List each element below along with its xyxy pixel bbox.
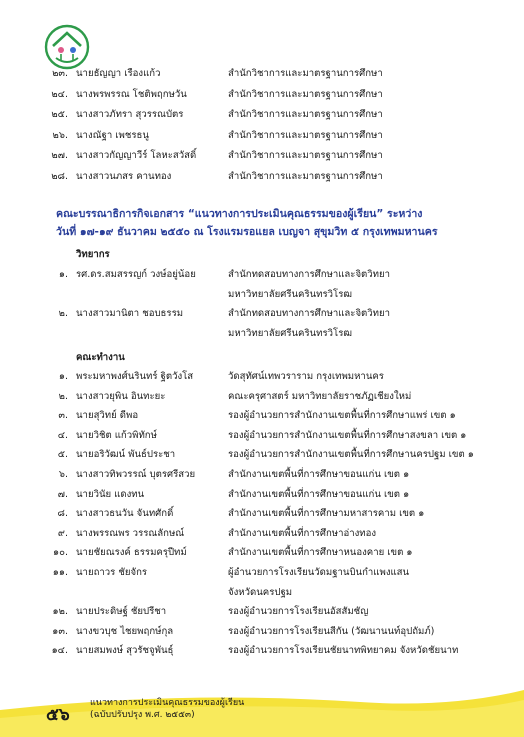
item-name: พระมหาพงศ์นรินทร์ ฐิตวังโส [76, 371, 194, 382]
list-item [0, 169, 524, 185]
list-item [0, 148, 524, 164]
item-organization: สำนักวิชาการและมาตรฐานการศึกษา [228, 68, 383, 79]
item-number: ๙. [57, 527, 68, 539]
item-organization: รองผู้อำนวยการโรงเรียนชัยนาทพิทยาคม จังหวัดชัยนาท [228, 645, 459, 657]
item-name: นางสาวกัญญาวีร์ โลหะสวัสดิ์ [76, 150, 197, 162]
item-name: นางสาวภัทรา สุวรรณบัตร [76, 109, 184, 121]
item-organization: สำนักวิชาการและมาตรฐานการศึกษา [228, 88, 383, 100]
list-item [0, 506, 524, 522]
item-name: นางสาวทิพวรรณ์ บุตรศรีสวย [76, 469, 196, 480]
item-organization: รองผู้อำนวยการสำนักงานเขตพื้นที่การศึกษาแพร่ เขต ๑ [228, 410, 456, 422]
item-name: นางขวบุช ไชยพฤกษ์กุล [76, 625, 174, 637]
item-organization: สำนักวิชาการและมาตรฐานการศึกษา [228, 150, 383, 162]
item-name: นายวิชิต แก้วพิทักษ์ [76, 429, 157, 441]
item-organization-line2: มหาวิทยาลัยศรีนครินทรวิโรฒ [228, 288, 353, 300]
item-organization: สำนักงานเขตพื้นที่การศึกษาอ่างทอง [228, 527, 377, 539]
item-number: ๒๔. [51, 88, 68, 100]
list-item [0, 604, 524, 620]
item-number: ๑๑. [52, 567, 68, 578]
list-item [0, 565, 524, 581]
list-item [0, 267, 524, 283]
item-name: นางสาวนภสร คานทอง [76, 171, 172, 182]
list-item-continuation [0, 585, 524, 601]
list-item [0, 87, 524, 103]
item-number: ๑๔. [51, 645, 68, 657]
list-item [0, 467, 524, 483]
item-number: ๑. [58, 371, 68, 382]
item-name: นางสาวมานิตา ชอบธรรม [76, 308, 184, 319]
item-number: ๔. [57, 429, 68, 441]
item-organization: สำนักงานเขตพื้นที่การศึกษาขอนแก่น เขต ๑ [228, 469, 410, 480]
item-number: ๒๘. [51, 171, 68, 182]
item-name: นายชัยณรงค์ ธรรมครุปีทม์ [76, 547, 187, 559]
item-organization: สำนักงานเขตพื้นที่การศึกษาหนองคาย เขต ๑ [228, 547, 413, 559]
item-organization: สำนักทดสอบทางการศึกษาและจิตวิทยา [228, 269, 391, 280]
list-item [0, 107, 524, 123]
footer-band [0, 678, 524, 737]
item-organization: วัดสุทัศน์เทพวราราม กรุงเทพมหานคร [228, 371, 384, 382]
item-organization: สำนักงานเขตพื้นที่การศึกษาขอนแก่น เขต ๑ [228, 488, 410, 500]
item-number: ๘. [57, 508, 68, 520]
list-item [0, 447, 524, 463]
footer-subtitle: (ฉบับปรับปรุง พ.ศ. ๒๕๕๓) [90, 710, 195, 720]
item-organization-line2: มหาวิทยาลัยศรีนครินทรวิโรฒ [228, 327, 353, 339]
item-organization-line2: จังหวัดนครปฐม [228, 586, 293, 598]
list-item [0, 624, 524, 640]
item-number: ๑๓. [52, 625, 68, 637]
list-item [0, 643, 524, 659]
item-organization: รองผู้อำนวยการสำนักงานเขตพื้นที่การศึกษาสงขลา เขต ๑ [228, 429, 467, 441]
item-organization: รองผู้อำนวยการสำนักงานเขตพื้นที่การศึกษานครปฐม เขต ๑ [228, 449, 474, 461]
item-name: นายถาวร ชัยจักร [76, 567, 148, 578]
item-number: ๕. [57, 449, 68, 461]
item-number: ๒. [58, 308, 68, 319]
item-name: นางสาวยุพิน อินทะยะ [76, 390, 166, 402]
section-heading-line2: วันที่ ๑๗-๑๙ ธันวาคม ๒๕๕๐ ณ โรงแรมรอแยล เบญจา สุขุมวิท ๕ กรุงเทพมหานคร [56, 226, 438, 238]
team-label: คณะทำงาน [76, 352, 125, 363]
item-number: ๑. [58, 269, 68, 280]
item-organization: สำนักวิชาการและมาตรฐานการศึกษา [228, 129, 383, 141]
item-name: รศ.ดร.สมสรรญก์ วงษ์อยู่น้อย [76, 269, 196, 280]
list-item [0, 408, 524, 424]
item-number: ๒๗. [51, 150, 68, 162]
item-organization: คณะครุศาสตร์ มหาวิทยาลัยราชภัฏเชียงใหม่ [228, 390, 412, 402]
item-number: ๒๓. [52, 68, 68, 79]
item-name: นางพรรณพร วรรณลักษณ์ [76, 527, 185, 539]
item-number: ๑๐. [53, 547, 68, 559]
list-item [0, 428, 524, 444]
list-item [0, 66, 524, 82]
speakers-label: วิทยากร [76, 249, 110, 260]
item-name: นางสาวธนวัน จันทศักดิ์ [76, 508, 174, 520]
item-organization: รองผู้อำนวยการโรงเรียนสีกัน (วัฒนานนท์อุปถัมภ์) [228, 625, 435, 637]
item-organization: สำนักวิชาการและมาตรฐานการศึกษา [228, 109, 383, 121]
list-item [0, 526, 524, 542]
item-name: นายอริวัฒน์ พันธ์ประชา [76, 449, 176, 461]
list-item [0, 128, 524, 144]
item-name: นายสมพงษ์ สุวรัชจูพันธุ์ [76, 645, 174, 657]
item-number: ๑๒. [52, 606, 68, 618]
logo-icon [44, 24, 90, 70]
item-number: ๓. [58, 410, 68, 422]
item-organization: สำนักทดสอบทางการศึกษาและจิตวิทยา [228, 308, 391, 319]
list-item [0, 306, 524, 322]
item-number: ๒๖. [52, 129, 68, 141]
item-name: นายธัญญา เรืองแก้ว [76, 68, 161, 79]
list-item [0, 389, 524, 405]
list-item [0, 369, 524, 385]
item-organization: สำนักงานเขตพื้นที่การศึกษามหาสารคาม เขต ๑ [228, 508, 425, 520]
item-name: นางพรพรรณ โชติพฤกษวัน [76, 88, 187, 100]
item-number: ๖. [58, 469, 68, 480]
item-name: นางณัฐา เพชรธนู [76, 129, 149, 141]
item-number: ๒๕. [51, 109, 68, 121]
list-item-continuation [0, 287, 524, 303]
page-number: ๕๖ [46, 705, 70, 725]
item-organization: ผู้อำนวยการโรงเรียนวัดมฐานบินกำแพงแสน [228, 567, 410, 578]
item-organization: รองผู้อำนวยการโรงเรียนอัสสัมชัญ [228, 606, 369, 618]
item-organization: สำนักวิชาการและมาตรฐานการศึกษา [228, 171, 383, 182]
item-number: ๒. [58, 390, 68, 402]
item-name: นายวินัย แดงทน [76, 488, 145, 500]
list-item [0, 487, 524, 503]
footer-title: แนวทางการประเมินคุณธรรมของผู้เรียน [90, 698, 245, 708]
item-number: ๗. [57, 488, 68, 500]
list-item [0, 545, 524, 561]
item-name: นายสุวิทย์ ดีพอ [76, 410, 139, 422]
item-name: นายประดิษฐ์ ชัยปรีชา [76, 606, 167, 618]
list-item-continuation [0, 326, 524, 342]
section-heading-line1: คณะบรรณาธิการกิจเอกสาร “แนวทางการประเมินคุณธรรมของผู้เรียน” ระหว่าง [56, 208, 423, 220]
